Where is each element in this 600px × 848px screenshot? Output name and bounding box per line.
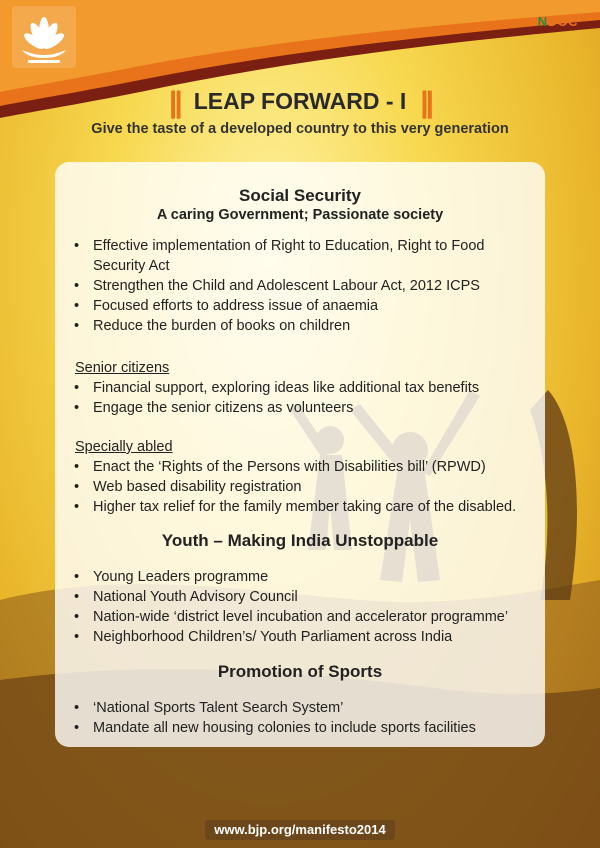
list-item: • National Youth Advisory Council — [55, 587, 545, 607]
page-title — [0, 86, 600, 120]
list-item: • ‘National Sports Talent Search System’ — [55, 698, 545, 718]
list-item: • Effective implementation of Right to Education, Right to Food Security Act — [55, 236, 545, 276]
list-item: • Higher tax relief for the family member taking care of the disabled. — [55, 497, 545, 517]
title-bars-left-icon: || — [168, 86, 180, 119]
sports-heading: Promotion of Sports — [217, 662, 383, 681]
specially-abled-list — [55, 457, 545, 517]
list-item: • Nation-wide ‘district level incubation and accelerator programme’ — [55, 607, 545, 627]
list-item: • Strengthen the Child and Adolescent Labour Act, 2012 ICPS — [55, 276, 545, 296]
ndoc-letter-n: N — [537, 14, 548, 29]
title-bars-right-icon: || — [420, 86, 432, 119]
list-item: • Focused efforts to address issue of anaemia — [55, 296, 545, 316]
senior-citizens-list — [55, 378, 545, 418]
youth-heading: Youth – Making India Unstoppable — [161, 531, 439, 550]
list-item: • Financial support, exploring ideas like additional tax benefits — [55, 378, 545, 398]
list-item: • Neighborhood Children’s/ Youth Parliament across India — [55, 627, 545, 647]
lotus-icon — [12, 6, 76, 68]
list-item: • Mandate all new housing colonies to include sports facilities — [55, 718, 545, 738]
ndoc-letters: DOC — [547, 14, 578, 29]
list-item: • Enact the ‘Rights of the Persons with Disabilities bill’ (RPWD) — [55, 457, 545, 477]
ndoc-logo — [538, 14, 578, 29]
page-tagline: Give the taste of a developed country to this very generation — [91, 121, 509, 137]
specially-abled-label: Specially abled — [75, 439, 173, 455]
list-item: • Engage the senior citizens as volunteers — [55, 398, 545, 418]
list-item: • Web based disability registration — [55, 477, 545, 497]
social-security-list — [55, 236, 545, 336]
social-security-heading: Social Security — [239, 186, 361, 205]
youth-list — [55, 567, 545, 647]
page-title-text: LEAP FORWARD - I — [193, 88, 407, 114]
social-security-subheading: A caring Government; Passionate society — [156, 207, 444, 223]
footer — [0, 812, 600, 848]
content-body — [55, 186, 545, 738]
sports-list — [55, 698, 545, 738]
list-item: • Young Leaders programme — [55, 567, 545, 587]
list-item: • Reduce the burden of books on children — [55, 316, 545, 336]
footer-url-link[interactable]: www.bjp.org/manifesto2014 — [205, 820, 395, 840]
senior-citizens-label: Senior citizens — [75, 360, 170, 376]
